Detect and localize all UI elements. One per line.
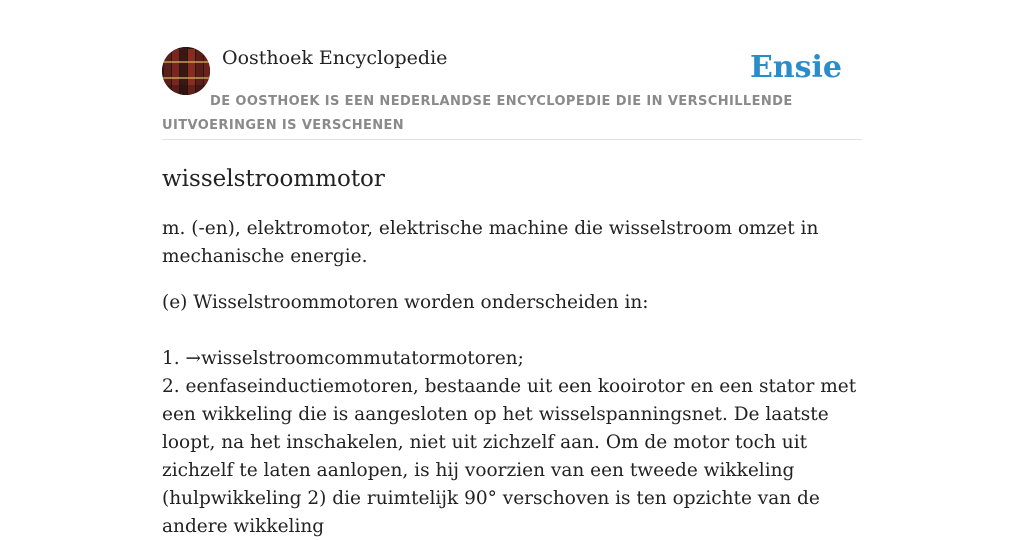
spacer: [162, 317, 862, 345]
site-title[interactable]: Oosthoek Encyclopedie: [222, 47, 448, 69]
article: [162, 163, 862, 541]
brand-logo-link[interactable]: Ensie: [749, 50, 842, 85]
list-item-1-prefix: 1. →: [162, 348, 202, 369]
article-intro: (e) Wisselstroommotoren worden onderscheiden in:: [162, 292, 649, 313]
list-item-1: [162, 345, 862, 373]
article-definition: m. (-en), elektromotor, elektrische machine die wisselstroom omzet in mechanische energie.: [162, 218, 819, 267]
book-spines-icon: [162, 47, 210, 95]
list-item-1-suffix: ;: [517, 348, 524, 369]
list-item-2: 2. eenfaseinductiemotoren, bestaande uit een kooirotor en een stator met een wikkeling die is aangesloten op het wisselspanningsnet. De laatste loopt, na het inschakelen, niet uit zichzelf aan. Om de motor toch uit zichzelf te laten aanlopen, is hij voorzien van een tweede wikkeling (hulpwikkeling 2) die ruimtelijk 90° verschoven is ten opzichte van de andere wikkeling: [162, 376, 857, 537]
site-tagline: DE OOSTHOEK IS EEN NEDERLANDSE ENCYCLOPEDIE DIE IN VERSCHILLENDE UITVOERINGEN IS VERSCHENEN: [162, 94, 793, 133]
article-title: wisselstroommotor: [162, 166, 385, 192]
wisselstroomcommutatormotoren-link[interactable]: wisselstroomcommutatormotoren: [201, 348, 518, 369]
site-logo-avatar[interactable]: [162, 47, 210, 95]
header-divider: [162, 139, 862, 140]
